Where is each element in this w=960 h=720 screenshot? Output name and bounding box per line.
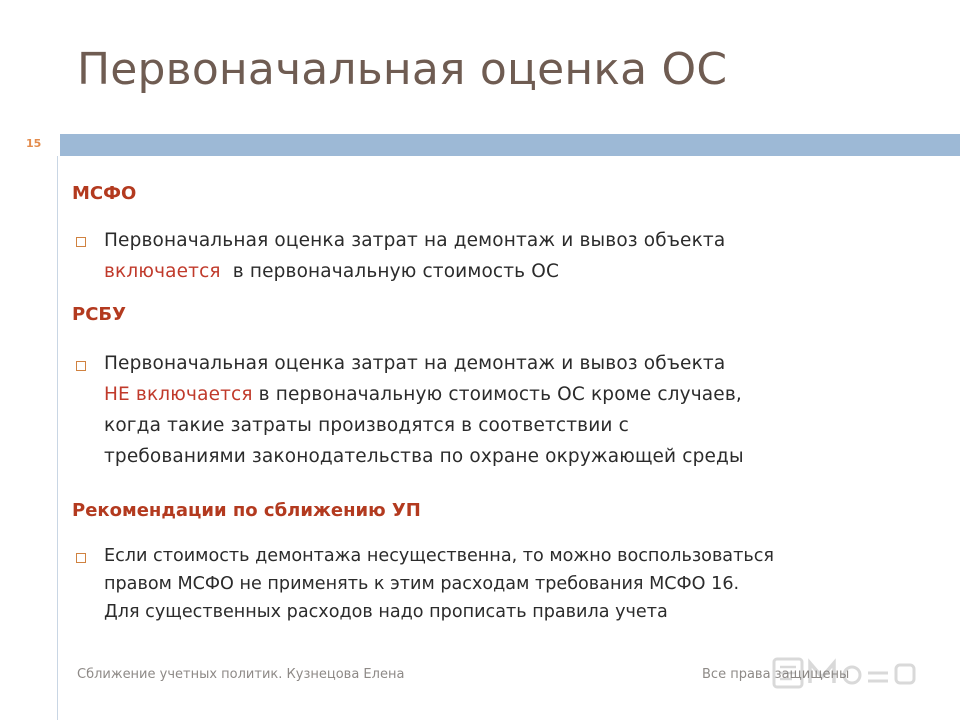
- rsbu-line-4: требованиями законодательства по охране окружающей среды: [104, 446, 744, 467]
- left-vertical-line: [57, 156, 58, 720]
- watermark-logo-icon: [770, 653, 920, 693]
- rsbu-line-3: когда такие затраты производятся в соответствии с: [104, 415, 629, 436]
- page-number: 15: [26, 137, 42, 150]
- msfo-bullet-text: [104, 225, 934, 287]
- rsbu-bullet-text: [104, 348, 934, 472]
- bullet-square-icon: [76, 553, 86, 563]
- heading-msfo: МСФО: [72, 183, 137, 204]
- recommend-line-1: Если стоимость демонтажа несущественна, то можно воспользоваться: [104, 546, 774, 566]
- rsbu-highlight: НЕ включается: [104, 384, 253, 405]
- msfo-line-1: Первоначальная оценка затрат на демонтаж и вывоз объекта: [104, 230, 726, 251]
- rsbu-line-2-rest: в первоначальную стоимость ОС кроме случаев,: [252, 384, 742, 405]
- bullet-square-icon: [76, 237, 86, 247]
- footer-author: Сближение учетных политик. Кузнецова Елена: [77, 667, 405, 682]
- title-rule-left-gap: [0, 134, 24, 156]
- rsbu-line-1: Первоначальная оценка затрат на демонтаж и вывоз объекта: [104, 353, 726, 374]
- recommend-line-2: правом МСФО не применять к этим расходам требования МСФО 16.: [104, 574, 740, 594]
- heading-recommendations: Рекомендации по сближению УП: [72, 500, 421, 521]
- footer-rights: Все права защищены: [702, 667, 850, 682]
- heading-rsbu: РСБУ: [72, 304, 126, 325]
- slide-title: Первоначальная оценка ОС: [77, 44, 728, 95]
- title-rule: [60, 134, 960, 156]
- msfo-line-2-rest: в первоначальную стоимость ОС: [232, 261, 560, 282]
- recommend-bullet-text: [104, 542, 934, 626]
- bullet-square-icon: [76, 361, 86, 371]
- rsbu-line-2: [104, 379, 934, 410]
- recommend-line-3: Для существенных расходов надо прописать правила учета: [104, 602, 668, 622]
- msfo-highlight: включается: [104, 261, 221, 282]
- msfo-line-2: [104, 256, 934, 287]
